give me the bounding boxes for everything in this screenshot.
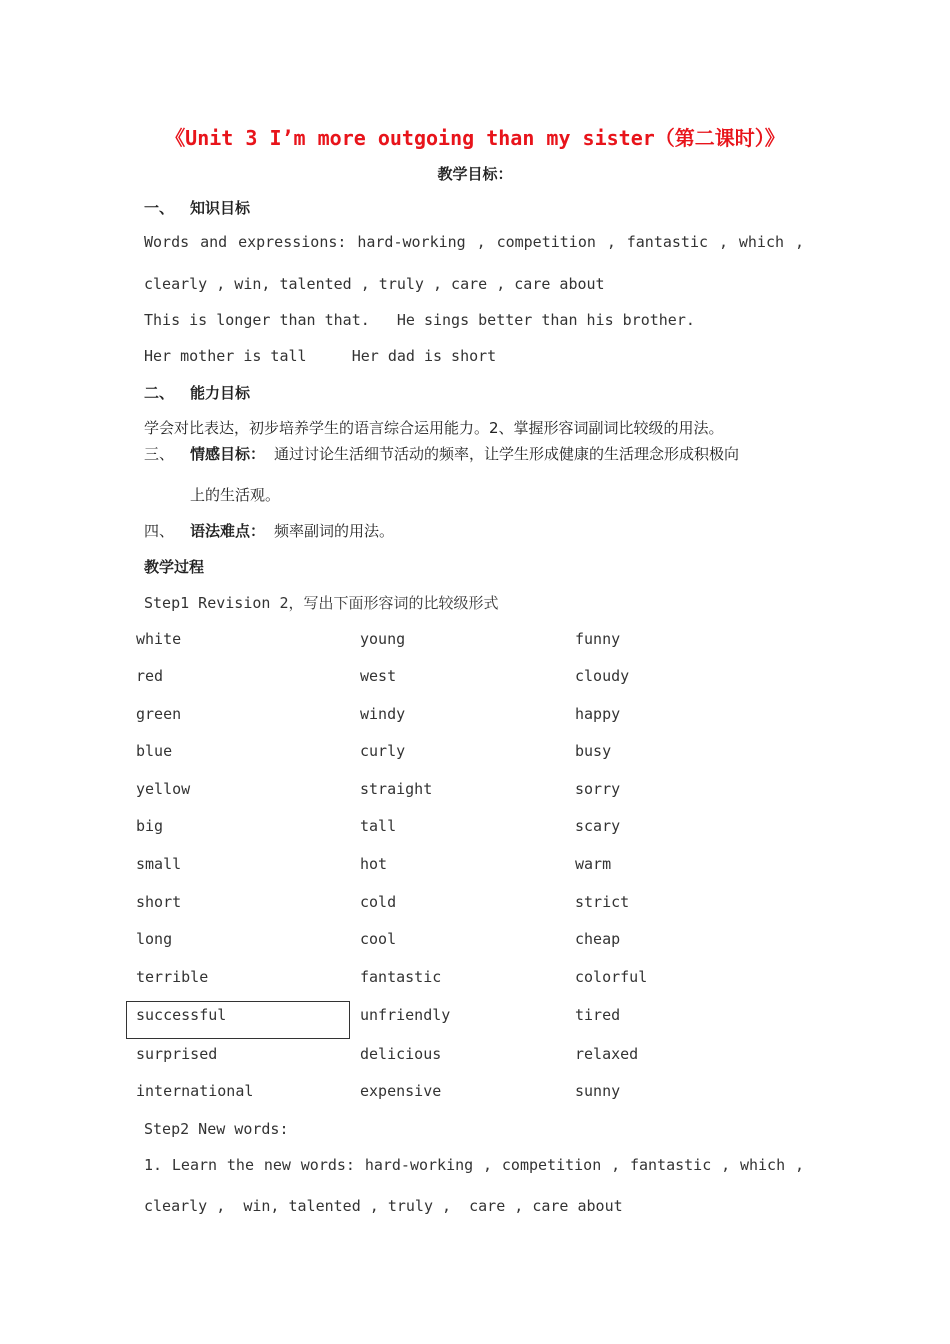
knowledge-word-token: ,	[794, 233, 804, 251]
grammar-difficulty-text: 频率副词的用法。	[274, 522, 395, 540]
adjective-cell: fantastic	[360, 968, 442, 986]
adjective-cell: big	[136, 817, 164, 835]
adjective-cell: expensive	[360, 1082, 442, 1100]
adjective-cell: strict	[575, 893, 630, 911]
adjective-cell: relaxed	[575, 1045, 639, 1063]
section3-number: 三、	[144, 445, 175, 463]
knowledge-word-token: and	[200, 233, 228, 251]
section2-number: 二、	[144, 384, 175, 402]
adjective-cell: straight	[360, 780, 433, 798]
adjective-cell: busy	[575, 742, 612, 760]
adjective-cell: green	[136, 705, 182, 723]
section1-number: 一、	[144, 199, 175, 217]
section4-number: 四、	[144, 522, 175, 540]
teaching-objectives-heading: 教学目标：	[437, 165, 513, 183]
knowledge-words-line-2: clearly , win, talented , truly , care , care about	[144, 275, 605, 293]
knowledge-word-token: which	[738, 233, 785, 251]
learn-word-token: new	[263, 1156, 291, 1174]
learn-words-line-2: clearly , win, talented , truly , care , care about	[144, 1197, 623, 1215]
adjective-cell: sorry	[575, 780, 621, 798]
learn-word-token: ,	[483, 1156, 493, 1174]
step2-heading: Step2 New words:	[144, 1120, 289, 1138]
adjective-cell: curly	[360, 742, 406, 760]
adjective-cell: international	[136, 1082, 254, 1100]
adjective-cell: short	[136, 893, 182, 911]
section1-heading: 知识目标	[190, 199, 251, 217]
knowledge-word-token: Words	[144, 233, 190, 251]
document-title: 《Unit 3 I’m more outgoing than my sister（第二课时）》	[165, 126, 785, 150]
adjective-cell: warm	[575, 855, 612, 873]
adjective-cell: colorful	[575, 968, 648, 986]
teaching-process-heading: 教学过程	[144, 558, 205, 576]
section4-heading: 语法难点：	[190, 522, 266, 540]
knowledge-word-token: fantastic	[626, 233, 709, 251]
adjective-cell: west	[360, 667, 397, 685]
knowledge-words-line-1	[144, 233, 804, 251]
adjective-cell: cheap	[575, 930, 621, 948]
adjective-cell: tall	[360, 817, 397, 835]
step1-instruction: Step1 Revision 2，写出下面形容词的比较级形式	[144, 594, 499, 612]
learn-word-token: ,	[611, 1156, 621, 1174]
adjective-cell: hot	[360, 855, 388, 873]
learn-words-line-1	[144, 1156, 804, 1174]
adjective-cell: white	[136, 630, 182, 648]
knowledge-word-token: expressions:	[238, 233, 347, 251]
adjective-cell: red	[136, 667, 164, 685]
adjective-cell: funny	[575, 630, 621, 648]
knowledge-sentence-2: Her mother is tall Her dad is short	[144, 347, 497, 365]
learn-word-token: ,	[794, 1156, 804, 1174]
learn-word-token: ,	[721, 1156, 731, 1174]
knowledge-word-token: hard-working	[357, 233, 466, 251]
adjective-cell: young	[360, 630, 406, 648]
adjective-cell: happy	[575, 705, 621, 723]
knowledge-sentence-1: This is longer than that. He sings better than his brother.	[144, 311, 695, 329]
section3-heading: 情感目标：	[190, 445, 266, 463]
learn-word-token: Learn	[171, 1156, 218, 1174]
learn-word-token: the	[226, 1156, 254, 1174]
emotion-objective-text-2: 上的生活观。	[190, 486, 281, 504]
learn-word-token: 1.	[144, 1156, 163, 1174]
adjective-cell: terrible	[136, 968, 209, 986]
learn-word-token: which	[739, 1156, 786, 1174]
section2-heading: 能力目标	[190, 384, 251, 402]
adjective-cell: cloudy	[575, 667, 630, 685]
learn-word-token: competition	[501, 1156, 602, 1174]
learn-word-token: words:	[300, 1156, 355, 1174]
adjective-cell: successful	[136, 1006, 227, 1024]
adjective-cell: small	[136, 855, 182, 873]
adjective-cell: cool	[360, 930, 397, 948]
learn-word-token: fantastic	[629, 1156, 712, 1174]
adjective-cell: windy	[360, 705, 406, 723]
knowledge-word-token: ,	[606, 233, 616, 251]
adjective-cell: long	[136, 930, 173, 948]
knowledge-word-token: ,	[476, 233, 486, 251]
learn-word-token: hard-working	[364, 1156, 474, 1174]
knowledge-word-token: ,	[718, 233, 728, 251]
adjective-cell: unfriendly	[360, 1006, 451, 1024]
adjective-cell: yellow	[136, 780, 191, 798]
adjective-cell: delicious	[360, 1045, 442, 1063]
adjective-cell: cold	[360, 893, 397, 911]
adjective-cell: surprised	[136, 1045, 218, 1063]
ability-objective-text: 学会对比表达，初步培养学生的语言综合运用能力。2、掌握形容词副词比较级的用法。	[144, 419, 724, 437]
adjective-cell: sunny	[575, 1082, 621, 1100]
knowledge-word-token: competition	[496, 233, 596, 251]
adjective-cell: tired	[575, 1006, 621, 1024]
emotion-objective-text-1: 通过讨论生活细节活动的频率，让学生形成健康的生活理念形成积极向	[274, 445, 740, 463]
adjective-cell: scary	[575, 817, 621, 835]
adjective-cell: blue	[136, 742, 173, 760]
